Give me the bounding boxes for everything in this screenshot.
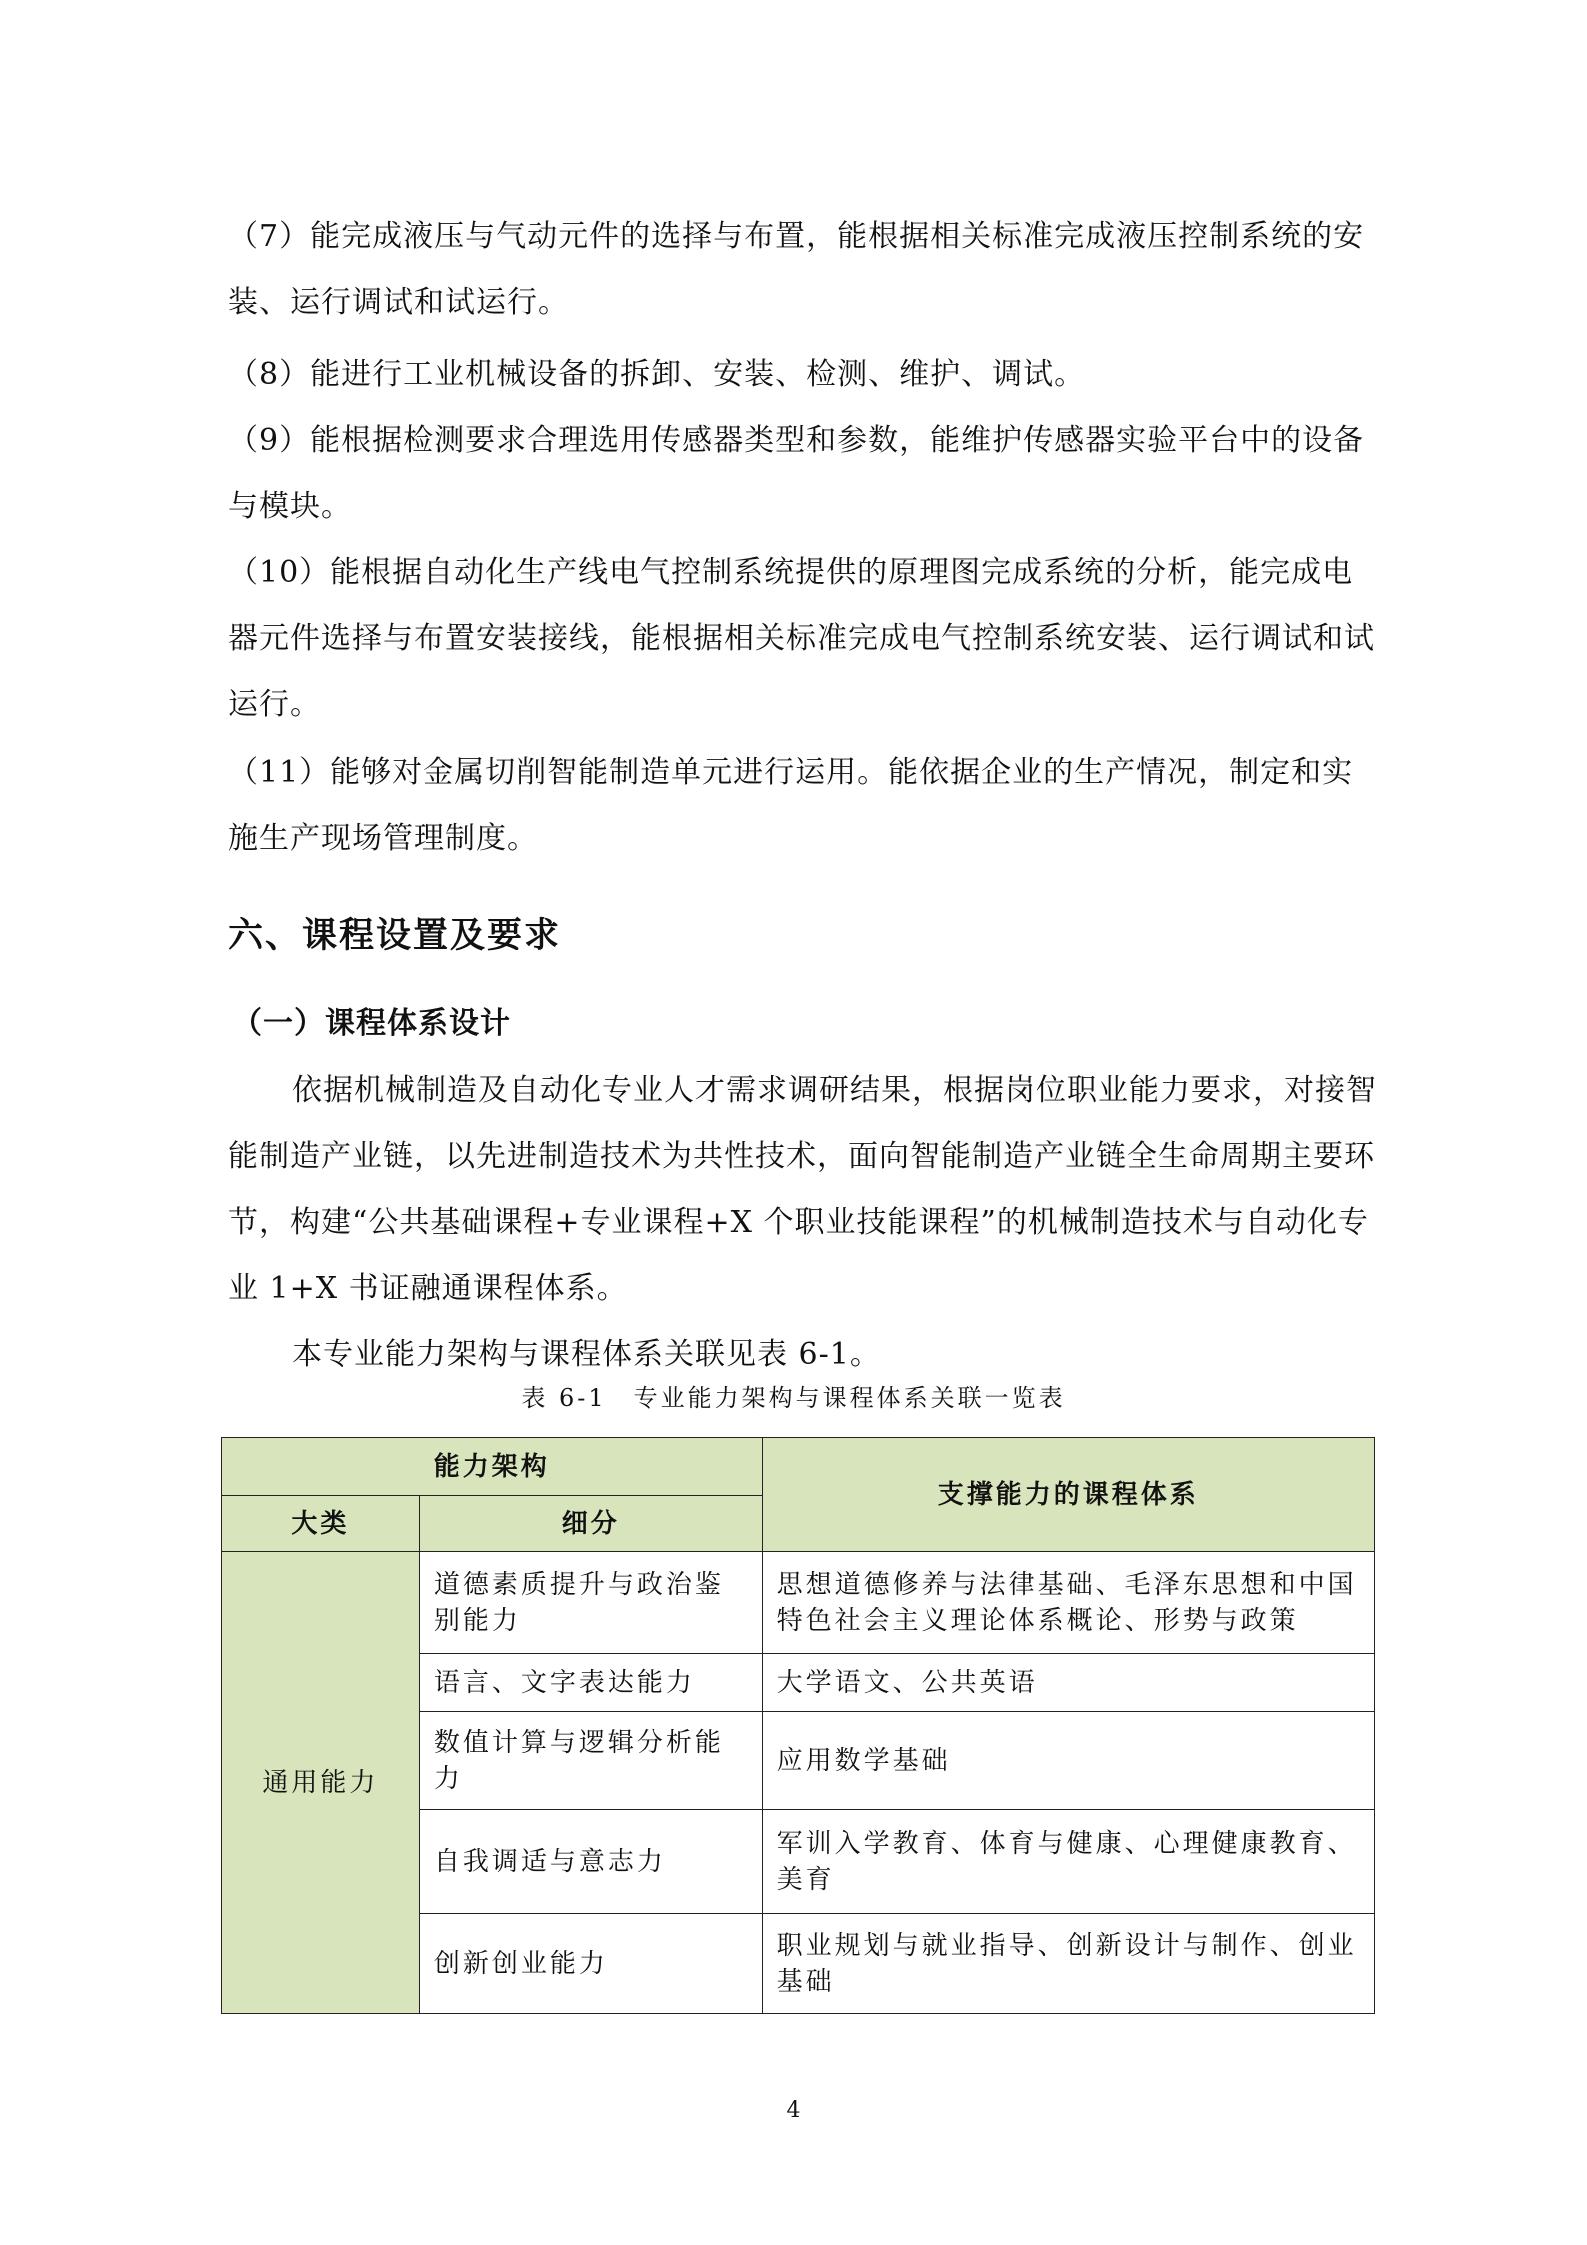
subcategory-cell: 数值计算与逻辑分析能力: [419, 1712, 762, 1810]
header-ability-framework: 能力架构: [222, 1438, 763, 1496]
table-row: [222, 1552, 1375, 1654]
subcategory-cell: 道德素质提升与政治鉴别能力: [419, 1552, 762, 1654]
ability-item-11: （11）能够对金属切削智能制造单元进行运用。能依据企业的生产情况，制定和实施生产现场管理制度。: [228, 755, 1354, 856]
subcategory-cell: 自我调适与意志力: [419, 1810, 762, 1914]
ability-item-7: （7）能完成液压与气动元件的选择与布置，能根据相关标准完成液压控制系统的安装、运行调试和试运行。: [228, 219, 1365, 320]
table-reference-paragraph: 本专业能力架构与课程体系关联见表 6-1。: [292, 1337, 881, 1372]
courses-cell: 大学语文、公共英语: [762, 1654, 1374, 1712]
header-category: 大类: [222, 1496, 420, 1552]
courses-cell: 军训入学教育、体育与健康、心理健康教育、美育: [762, 1810, 1374, 1914]
subcategory-cell: 创新创业能力: [419, 1914, 762, 2014]
subsection-heading: （一）课程体系设计: [232, 1006, 511, 1041]
category-cell: 通用能力: [222, 1552, 420, 2014]
header-supporting-courses: 支撑能力的课程体系: [762, 1438, 1374, 1552]
intro-paragraph: 依据机械制造及自动化专业人才需求调研结果，根据岗位职业能力要求，对接智能制造产业链，以先进制造技术为共性技术，面向智能制造产业链全生命周期主要环节，构建“公共基础课程+专业课程+X 个职业技能课程”的机械制造技术与自动化专业 1+X 书证融通课程体系。: [228, 1073, 1377, 1306]
ability-item-8: （8）能进行工业机械设备的拆卸、安装、检测、维护、调试。: [228, 357, 1086, 392]
courses-cell: 应用数学基础: [762, 1712, 1374, 1810]
table-caption: 表 6-1 专业能力架构与课程体系关联一览表: [521, 1384, 1066, 1412]
ability-item-10: （10）能根据自动化生产线电气控制系统提供的原理图完成系统的分析，能完成电器元件选择与布置安装接线，能根据相关标准完成电气控制系统安装、运行调试和试运行。: [228, 555, 1375, 722]
header-subcategory: 细分: [419, 1496, 762, 1552]
page-number: 4: [786, 2098, 801, 2123]
section-heading: 六、课程设置及要求: [228, 916, 562, 956]
courses-cell: 职业规划与就业指导、创新设计与制作、创业基础: [762, 1914, 1374, 2014]
subcategory-cell: 语言、文字表达能力: [419, 1654, 762, 1712]
ability-course-table: [221, 1437, 1375, 2014]
ability-item-9: （9）能根据检测要求合理选用传感器类型和参数，能维护传感器实验平台中的设备与模块。: [228, 423, 1365, 524]
courses-cell: 思想道德修养与法律基础、毛泽东思想和中国特色社会主义理论体系概论、形势与政策: [762, 1552, 1374, 1654]
table-header-row: [222, 1438, 1375, 1496]
